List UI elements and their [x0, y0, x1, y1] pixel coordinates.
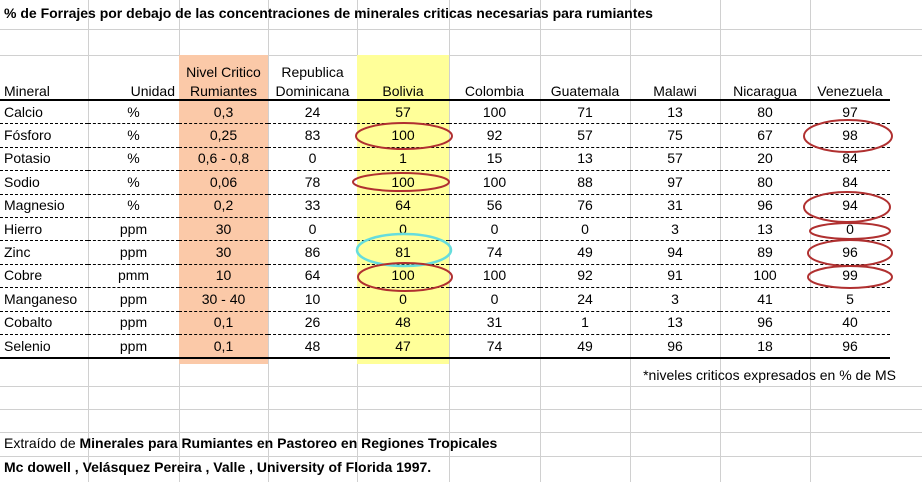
cell-colombia: 92: [486, 127, 503, 144]
cell-rep: 10: [304, 290, 321, 307]
cell-unidad: %: [127, 127, 140, 144]
cell-malawi: 96: [667, 337, 683, 354]
cell-mineral: Hierro: [4, 220, 43, 237]
header-nivel-line-1: Nivel Critico: [186, 64, 261, 80]
cell-mineral: Sodio: [4, 173, 40, 190]
cell-nivel: 10: [215, 267, 232, 284]
cell-colombia: 56: [486, 197, 503, 214]
cell-bolivia: 47: [395, 337, 411, 354]
cell-colombia: 100: [482, 173, 507, 190]
table-row: [0, 124, 890, 147]
cell-guatemala: 57: [577, 127, 593, 144]
header-colombia: Colombia: [464, 83, 525, 99]
cell-colombia: 74: [486, 337, 503, 354]
header-venezuela: Venezuela: [817, 83, 883, 99]
cell-bolivia: 48: [395, 314, 411, 331]
grid-line: [0, 432, 922, 433]
cell-rep: 86: [304, 244, 321, 261]
header-rep-line-1: Republica: [281, 64, 344, 80]
header-rep-line-2: Dominicana: [275, 83, 350, 99]
cell-mineral: Manganeso: [4, 290, 78, 307]
table-row: [0, 147, 890, 170]
cell-venezuela: 5: [846, 290, 854, 307]
header-nicaragua: Nicaragua: [733, 83, 797, 99]
cell-guatemala: 92: [577, 267, 593, 284]
cell-bolivia: 100: [391, 267, 415, 284]
cell-venezuela: 96: [842, 337, 858, 354]
cell-malawi: 57: [667, 150, 683, 167]
cell-nivel: 30: [215, 220, 232, 237]
source-authors: Mc dowell , Velásquez Pereira , Valle , University of Florida 1997.: [4, 459, 432, 475]
table-row: [0, 171, 890, 194]
cell-unidad: ppm: [119, 244, 148, 261]
table-row: [0, 264, 890, 287]
header-mineral: Mineral: [4, 83, 50, 99]
cell-venezuela: 97: [842, 103, 858, 120]
cell-mineral: Fósforo: [4, 127, 52, 144]
cell-colombia: 15: [486, 150, 503, 167]
cell-rep: 83: [304, 127, 321, 144]
cell-malawi: 13: [667, 103, 683, 120]
cell-rep: 64: [304, 267, 321, 284]
cell-colombia: 74: [486, 244, 503, 261]
cell-guatemala: 76: [577, 197, 593, 214]
cell-unidad: pmm: [117, 267, 150, 284]
cell-unidad: %: [127, 197, 140, 214]
cell-nicaragua: 80: [757, 173, 773, 190]
cell-bolivia: 100: [391, 127, 415, 144]
header-nivel-line-2: Rumiantes: [190, 83, 257, 99]
header-guatemala: Guatemala: [550, 83, 620, 99]
cell-malawi: 75: [667, 127, 683, 144]
cell-nicaragua: 41: [757, 290, 773, 307]
cell-nivel: 0,25: [209, 127, 238, 144]
cell-guatemala: 1: [581, 314, 589, 331]
cell-rep: 33: [304, 197, 321, 214]
cell-bolivia: 64: [395, 197, 411, 214]
cell-malawi: 94: [667, 244, 683, 261]
cell-guatemala: 49: [577, 337, 593, 354]
cell-guatemala: 0: [581, 220, 589, 237]
grid-line: [0, 29, 922, 30]
cell-nicaragua: 67: [757, 127, 773, 144]
header-malawi: Malawi: [653, 83, 697, 99]
cell-rep: 24: [304, 103, 321, 120]
cell-mineral: Potasio: [4, 150, 51, 167]
grid-line: [0, 386, 922, 387]
source-book-title: Minerales para Rumiantes en Pastoreo en Regiones Tropicales: [79, 435, 498, 451]
table-row: [0, 100, 890, 124]
cell-bolivia: 0: [399, 290, 407, 307]
cell-venezuela: 94: [842, 197, 858, 214]
cell-venezuela: 96: [842, 244, 858, 261]
grid-line: [0, 409, 922, 410]
table-row: [0, 288, 890, 311]
minerals-table: [0, 55, 890, 359]
header-unidad: Unidad: [130, 83, 175, 99]
cell-colombia: 0: [490, 290, 499, 307]
cell-mineral: Cobalto: [4, 314, 53, 331]
cell-nivel: 30 - 40: [201, 290, 246, 307]
cell-nicaragua: 20: [757, 150, 773, 167]
cell-rep: 26: [304, 314, 321, 331]
page-title: % de Forrajes por debajo de las concentraciones de minerales criticas necesarias para rumiantes: [4, 5, 653, 21]
cell-unidad: %: [127, 103, 140, 120]
cell-venezuela: 98: [842, 127, 858, 144]
cell-malawi: 3: [671, 290, 679, 307]
cell-unidad: ppm: [119, 290, 148, 307]
cell-guatemala: 71: [577, 103, 593, 120]
cell-bolivia: 100: [391, 173, 415, 190]
cell-venezuela: 99: [842, 267, 858, 284]
table-row: [0, 217, 890, 240]
cell-colombia: 31: [486, 314, 503, 331]
cell-rep: 0: [308, 150, 317, 167]
table-header-row: [0, 55, 890, 100]
cell-bolivia: 57: [395, 103, 411, 120]
cell-malawi: 91: [667, 267, 683, 284]
cell-mineral: Cobre: [4, 267, 43, 284]
cell-nivel: 0,06: [209, 173, 238, 190]
table-row: [0, 334, 890, 358]
cell-guatemala: 49: [577, 244, 593, 261]
cell-guatemala: 24: [577, 290, 593, 307]
cell-nivel: 0,2: [213, 197, 234, 214]
cell-unidad: %: [127, 150, 140, 167]
cell-malawi: 31: [667, 197, 683, 214]
cell-bolivia: 0: [399, 220, 407, 237]
cell-venezuela: 84: [842, 173, 858, 190]
source-prefix: Extraído de: [4, 435, 80, 451]
cell-guatemala: 88: [577, 173, 593, 190]
cell-nivel: 30: [215, 244, 232, 261]
cell-nicaragua: 96: [757, 314, 773, 331]
cell-nicaragua: 80: [757, 103, 773, 120]
header-bolivia: Bolivia: [357, 55, 449, 100]
cell-bolivia: 1: [399, 150, 407, 167]
cell-unidad: ppm: [119, 337, 148, 354]
table-row: [0, 241, 890, 264]
header-nivel-critico: [179, 55, 268, 100]
cell-nicaragua: 89: [757, 244, 773, 261]
cell-malawi: 3: [671, 220, 679, 237]
cell-nivel: 0,1: [213, 337, 234, 354]
cell-venezuela: 84: [842, 150, 858, 167]
cell-nicaragua: 96: [757, 197, 773, 214]
cell-nivel: 0,3: [213, 103, 234, 120]
cell-nicaragua: 13: [757, 220, 773, 237]
cell-malawi: 13: [667, 314, 683, 331]
cell-nivel: 0,6 - 0,8: [197, 150, 250, 167]
cell-guatemala: 13: [577, 150, 593, 167]
cell-colombia: 100: [482, 267, 507, 284]
cell-colombia: 100: [482, 103, 507, 120]
cell-unidad: ppm: [119, 314, 148, 331]
cell-nicaragua: 18: [757, 337, 773, 354]
cell-mineral: Zinc: [4, 244, 31, 261]
cell-rep: 48: [304, 337, 321, 354]
cell-mineral: Magnesio: [4, 197, 65, 214]
table-row: [0, 311, 890, 334]
cell-mineral: Selenio: [4, 337, 51, 354]
cell-unidad: %: [127, 173, 140, 190]
footnote: *niveles criticos expresados en % de MS: [643, 367, 896, 383]
header-republica-dominicana: [268, 55, 357, 100]
grid-line: [0, 456, 922, 457]
cell-nivel: 0,1: [213, 314, 234, 331]
cell-venezuela: 0: [846, 220, 854, 237]
cell-rep: 0: [308, 220, 317, 237]
cell-nicaragua: 100: [753, 267, 777, 284]
cell-venezuela: 40: [842, 314, 858, 331]
cell-rep: 78: [304, 173, 321, 190]
cell-malawi: 97: [667, 173, 683, 190]
cell-colombia: 0: [490, 220, 499, 237]
cell-bolivia: 81: [395, 244, 411, 261]
table-row: [0, 194, 890, 217]
cell-mineral: Calcio: [4, 103, 43, 120]
cell-unidad: ppm: [119, 220, 148, 237]
source-line: [4, 435, 497, 451]
